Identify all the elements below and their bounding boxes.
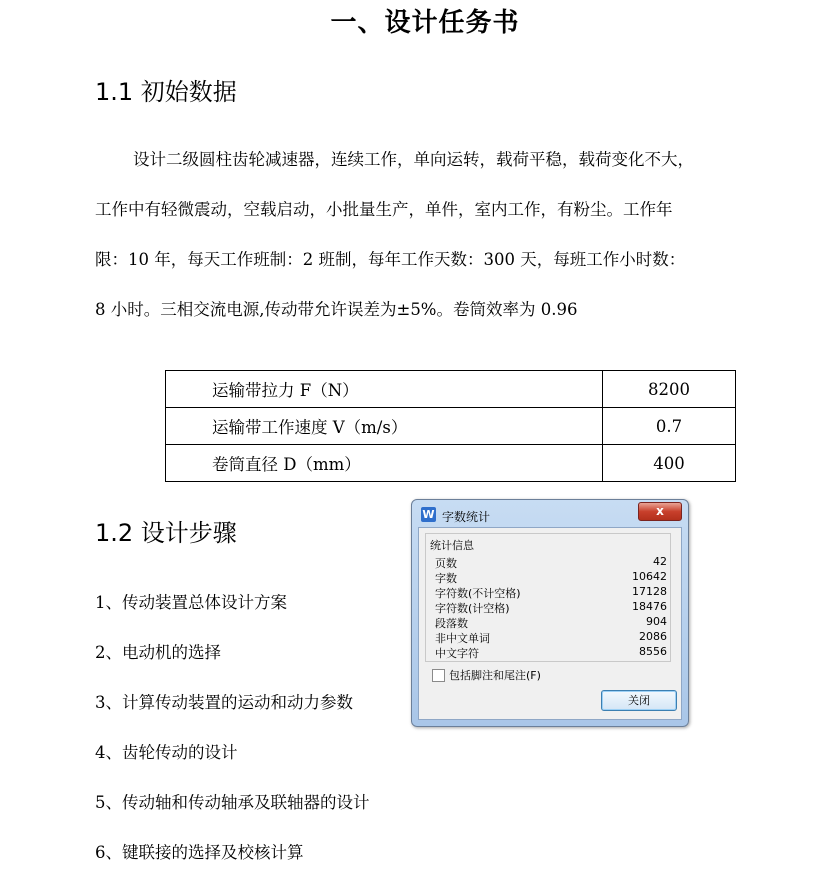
stat-label: 中文字符 [435,647,479,660]
stat-row-chinese-chars [435,645,667,660]
table-row [166,445,736,482]
list-item: 1、传动装置总体设计方案 [95,593,287,612]
initial-data-paragraph [95,135,760,335]
stat-value: 8556 [639,645,667,658]
wps-writer-icon: W [422,508,435,521]
table-row [166,408,736,445]
stat-value: 10642 [632,570,667,583]
stat-value: 18476 [632,600,667,613]
param-label: 运输带拉力 F（N） [166,371,603,408]
document-title: 一、设计任务书 [330,8,520,38]
stat-value: 2086 [639,630,667,643]
stat-label: 页数 [435,557,457,570]
paragraph-line: 8 小时。三相交流电源,传动带允许误差为±5%。卷筒效率为 0.96 [95,300,578,319]
param-label: 运输带工作速度 V（m/s） [166,408,603,445]
param-value: 8200 [603,371,736,408]
stat-row-words [435,570,667,585]
stat-row-chars-no-spaces [435,585,667,600]
dialog-title: 字数统计 [442,510,491,524]
stat-row-paragraphs [435,615,667,630]
dialog-body [418,527,682,720]
stat-label: 字数 [435,572,457,585]
include-footnotes-label[interactable]: 包括脚注和尾注(F) [449,669,541,682]
stat-label: 段落数 [435,617,468,630]
stat-label: 字符数(计空格) [435,602,510,615]
stat-value: 17128 [632,585,667,598]
param-value: 0.7 [603,408,736,445]
parameters-table [165,370,736,482]
paragraph-line: 设计二级圆柱齿轮减速器，连续工作，单向运转，载荷平稳，载荷变化不大， [133,150,694,169]
paragraph-line: 工作中有轻微震动，空载启动，小批量生产，单件，室内工作，有粉尘。工作年 [95,200,673,219]
list-item: 4、齿轮传动的设计 [95,743,238,762]
param-label: 卷筒直径 D（mm） [166,445,603,482]
word-count-dialog [411,499,689,727]
section-heading-design-steps: 1.2 设计步骤 [95,519,237,547]
close-icon[interactable]: x [638,502,682,521]
param-value: 400 [603,445,736,482]
dialog-titlebar[interactable] [412,500,688,526]
stat-label: 非中文单词 [435,632,490,645]
list-item: 2、电动机的选择 [95,643,221,662]
stat-row-chars-with-spaces [435,600,667,615]
list-item: 6、键联接的选择及校核计算 [95,843,304,862]
stat-value: 904 [646,615,667,628]
list-item: 5、传动轴和传动轴承及联轴器的设计 [95,793,370,812]
stat-row-pages [435,555,667,570]
design-steps-list [95,578,370,878]
close-button[interactable]: 关闭 [601,690,677,711]
stat-label: 字符数(不计空格) [435,587,521,600]
list-item: 3、计算传动装置的运动和动力参数 [95,693,353,712]
table-row [166,371,736,408]
include-footnotes-checkbox[interactable] [432,669,445,682]
stat-row-non-chinese-words [435,630,667,645]
section-heading-initial-data: 1.1 初始数据 [95,78,237,106]
statistics-group-label: 统计信息 [430,539,474,552]
paragraph-line: 限：10 年，每天工作班制：2 班制，每年工作天数：300 天，每班工作小时数： [95,250,686,269]
stat-value: 42 [653,555,667,568]
